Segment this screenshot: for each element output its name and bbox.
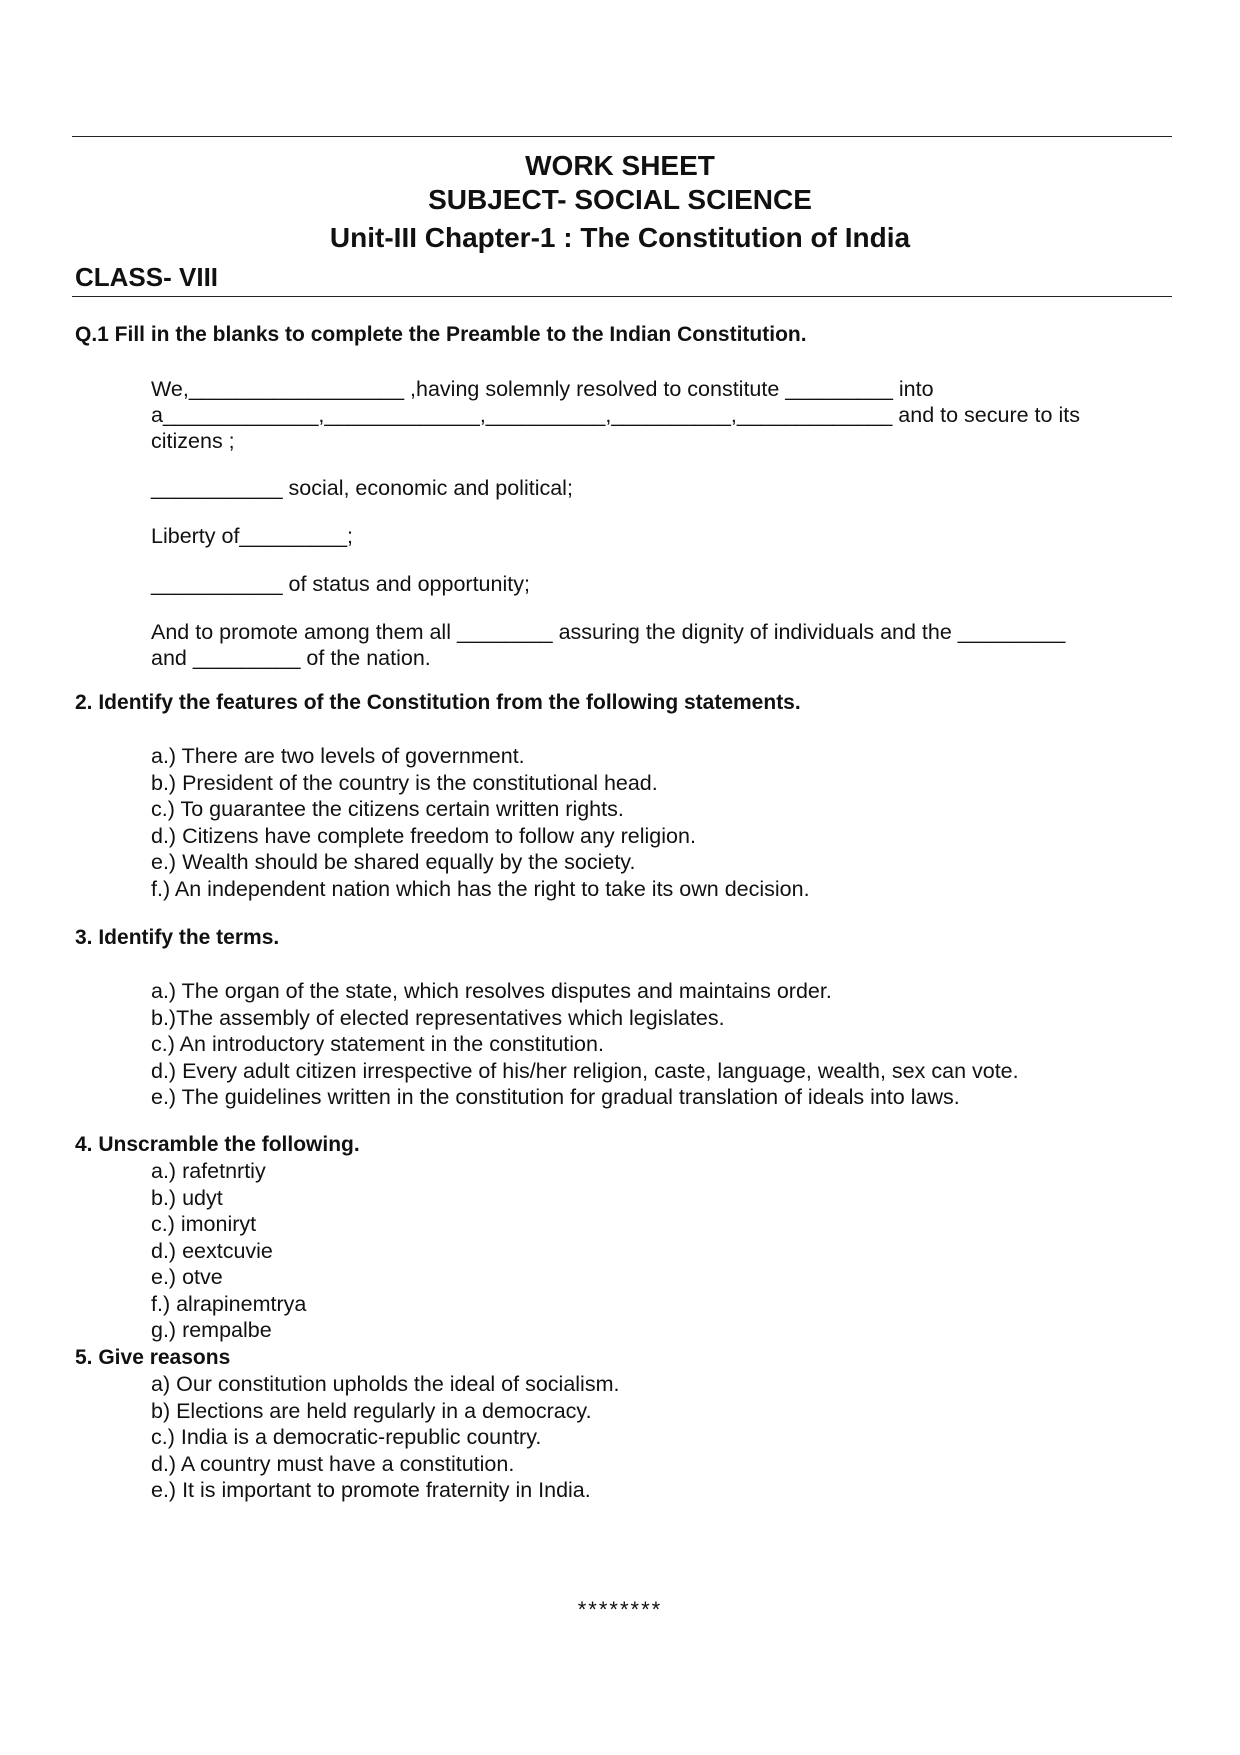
list-item: g.) rempalbe <box>151 1318 272 1342</box>
list-item: b.) udyt <box>151 1185 223 1210</box>
q1-line: citizens ; <box>151 429 235 453</box>
q5-list <box>151 1371 619 1504</box>
list-item: a) Our constitution upholds the ideal of socialism. <box>151 1372 620 1396</box>
q1-line: We,__________________ ,having solemnly resolved to constitute _________ into <box>151 377 934 401</box>
q5-heading: 5. Give reasons <box>75 1346 231 1369</box>
list-item: d.) Citizens have complete freedom to follow any religion. <box>151 823 696 848</box>
list-item: d.) Every adult citizen irrespective of his/her religion, caste, language, wealth, sex can vote. <box>151 1058 1019 1083</box>
header-divider <box>72 296 1172 297</box>
q3-heading: 3. Identify the terms. <box>75 926 280 949</box>
list-item: b.) President of the country is the constitutional head. <box>151 770 658 795</box>
q1-line: ___________ social, economic and political; <box>151 476 573 500</box>
q4-heading: 4. Unscramble the following. <box>75 1133 360 1156</box>
q1-line: And to promote among them all ________ assuring the dignity of individuals and the _________ <box>151 620 1066 644</box>
q2-heading: 2. Identify the features of the Constitution from the following statements. <box>75 691 801 714</box>
list-item: f.) alrapinemtrya <box>151 1291 307 1316</box>
q2-list <box>151 743 810 902</box>
q3-list <box>151 978 1019 1111</box>
class-label: CLASS- VIII <box>75 262 219 292</box>
list-item: c.) An introductory statement in the constitution. <box>151 1032 604 1056</box>
list-item: e.) otve <box>151 1265 223 1289</box>
q1-preamble-equality <box>151 571 1161 597</box>
q1-preamble-liberty <box>151 523 1161 549</box>
list-item: a.) There are two levels of government. <box>151 744 525 768</box>
q4-list <box>151 1158 306 1344</box>
list-item: d.) A country must have a constitution. <box>151 1451 515 1476</box>
q1-line: ___________ of status and opportunity; <box>151 572 530 596</box>
list-item: e.) It is important to promote fraternity in India. <box>151 1478 591 1502</box>
top-divider <box>72 136 1172 137</box>
q1-preamble-para1 <box>151 376 1161 454</box>
q1-line: a_____________,_____________,__________,__________,_____________ and to secure to its <box>151 403 1080 427</box>
list-item: c.) To guarantee the citizens certain written rights. <box>151 797 624 821</box>
list-item: e.) The guidelines written in the constitution for gradual translation of ideals into laws. <box>151 1085 960 1109</box>
q1-heading: Q.1 Fill in the blanks to complete the Preamble to the Indian Constitution. <box>75 323 807 346</box>
list-item: c.) India is a democratic-republic country. <box>151 1425 542 1449</box>
unit-heading: Unit-III Chapter-1 : The Constitution of India <box>329 222 911 253</box>
q1-line: and _________ of the nation. <box>151 646 431 670</box>
list-item: e.) Wealth should be shared equally by the society. <box>151 850 636 874</box>
list-item: c.) imoniryt <box>151 1212 257 1236</box>
list-item: f.) An independent nation which has the right to take its own decision. <box>151 876 810 901</box>
q1-line: Liberty of_________; <box>151 524 354 548</box>
list-item: b) Elections are held regularly in a democracy. <box>151 1398 592 1423</box>
list-item: b.)The assembly of elected representatives which legislates. <box>151 1005 725 1030</box>
worksheet-title: WORK SHEET <box>525 150 715 181</box>
q1-preamble-fraternity <box>151 619 1161 671</box>
list-item: a.) rafetnrtiy <box>151 1159 266 1183</box>
list-item: a.) The organ of the state, which resolves disputes and maintains order. <box>151 979 832 1003</box>
subject-heading: SUBJECT- SOCIAL SCIENCE <box>428 184 812 215</box>
list-item: d.) eextcuvie <box>151 1238 273 1263</box>
q1-preamble-justice <box>151 475 1161 501</box>
end-stars: ******** <box>577 1597 663 1622</box>
